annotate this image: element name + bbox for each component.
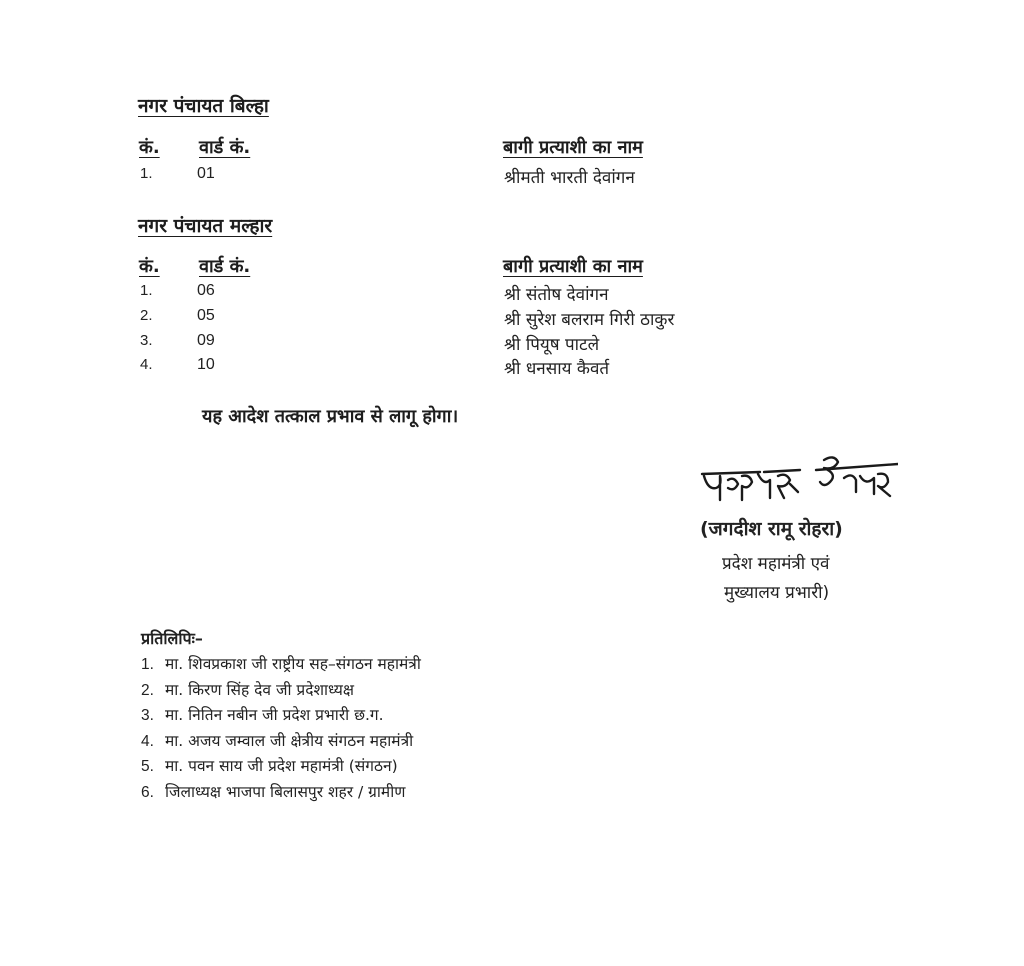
section2-table-row bbox=[0, 332, 1024, 356]
section2-table-row bbox=[0, 307, 1024, 331]
section1-header-ward: वार्ड कं. bbox=[199, 137, 251, 158]
signatory-name: (जगदीश रामू रोहरा) bbox=[700, 518, 843, 540]
list-item-number: 6. bbox=[141, 783, 154, 801]
row-serial: 1. bbox=[140, 165, 153, 182]
list-item bbox=[141, 780, 421, 806]
section2-title: नगर पंचायत मल्हार bbox=[138, 215, 273, 237]
row-ward: 09 bbox=[197, 332, 215, 349]
list-item-text: जिलाध्यक्ष भाजपा बिलासपुर शहर / ग्रामीण bbox=[165, 782, 406, 801]
section1-header-name: बागी प्रत्याशी का नाम bbox=[503, 137, 643, 158]
copy-to-list bbox=[141, 652, 421, 805]
list-item-text: मा. पवन साय जी प्रदेश महामंत्री (संगठन) bbox=[165, 757, 398, 775]
signatory-designation-line2: मुख्यालय प्रभारी) bbox=[724, 583, 830, 603]
list-item-text: मा. नितिन नबीन जी प्रदेश प्रभारी छ.ग. bbox=[165, 706, 384, 724]
list-item-text: मा. शिवप्रकाश जी राष्ट्रीय सह–संगठन महामंत्री bbox=[165, 655, 421, 673]
row-serial: 1. bbox=[140, 282, 153, 299]
section2-table-row bbox=[0, 282, 1024, 306]
row-ward: 10 bbox=[197, 356, 215, 373]
handwritten-signature bbox=[698, 446, 898, 512]
section2-header-name: बागी प्रत्याशी का नाम bbox=[503, 256, 643, 277]
list-item bbox=[141, 678, 421, 704]
list-item bbox=[141, 729, 421, 755]
list-item-text: मा. किरण सिंह देव जी प्रदेशाध्यक्ष bbox=[165, 680, 354, 699]
list-item bbox=[141, 652, 421, 678]
row-candidate-name: श्रीमती भारती देवांगन bbox=[504, 168, 635, 188]
order-statement: यह आदेश तत्काल प्रभाव से लागू होगा। bbox=[202, 406, 459, 427]
signatory-designation-line1: प्रदेश महामंत्री एवं bbox=[722, 554, 830, 574]
section2-header-ward: वार्ड कं. bbox=[199, 256, 251, 277]
list-item-text: मा. अजय जम्वाल जी क्षेत्रीय संगठन महामंत्री bbox=[165, 731, 414, 750]
row-serial: 2. bbox=[140, 307, 153, 324]
list-item bbox=[141, 703, 421, 729]
section1-table-row bbox=[0, 165, 1024, 189]
row-candidate-name: श्री पियूष पाटले bbox=[504, 335, 600, 355]
row-candidate-name: श्री संतोष देवांगन bbox=[504, 285, 609, 305]
copy-to-title: प्रतिलिपिः– bbox=[141, 629, 203, 648]
row-serial: 4. bbox=[140, 356, 153, 373]
section1-title: नगर पंचायत बिल्हा bbox=[138, 95, 269, 117]
list-item-number: 4. bbox=[141, 732, 154, 750]
row-serial: 3. bbox=[140, 332, 153, 349]
list-item-number: 1. bbox=[141, 656, 154, 673]
list-item-number: 5. bbox=[141, 758, 154, 775]
row-ward: 06 bbox=[197, 282, 215, 299]
section2-table-row bbox=[0, 356, 1024, 380]
row-ward: 05 bbox=[197, 307, 215, 324]
row-candidate-name: श्री धनसाय कैवर्त bbox=[504, 359, 610, 379]
row-candidate-name: श्री सुरेश बलराम गिरी ठाकुर bbox=[504, 310, 675, 330]
list-item-number: 2. bbox=[141, 681, 154, 699]
list-item bbox=[141, 754, 421, 780]
section2-header-sn: कं. bbox=[139, 256, 160, 277]
row-ward: 01 bbox=[197, 165, 215, 182]
section1-header-sn: कं. bbox=[139, 137, 160, 158]
list-item-number: 3. bbox=[141, 707, 154, 724]
